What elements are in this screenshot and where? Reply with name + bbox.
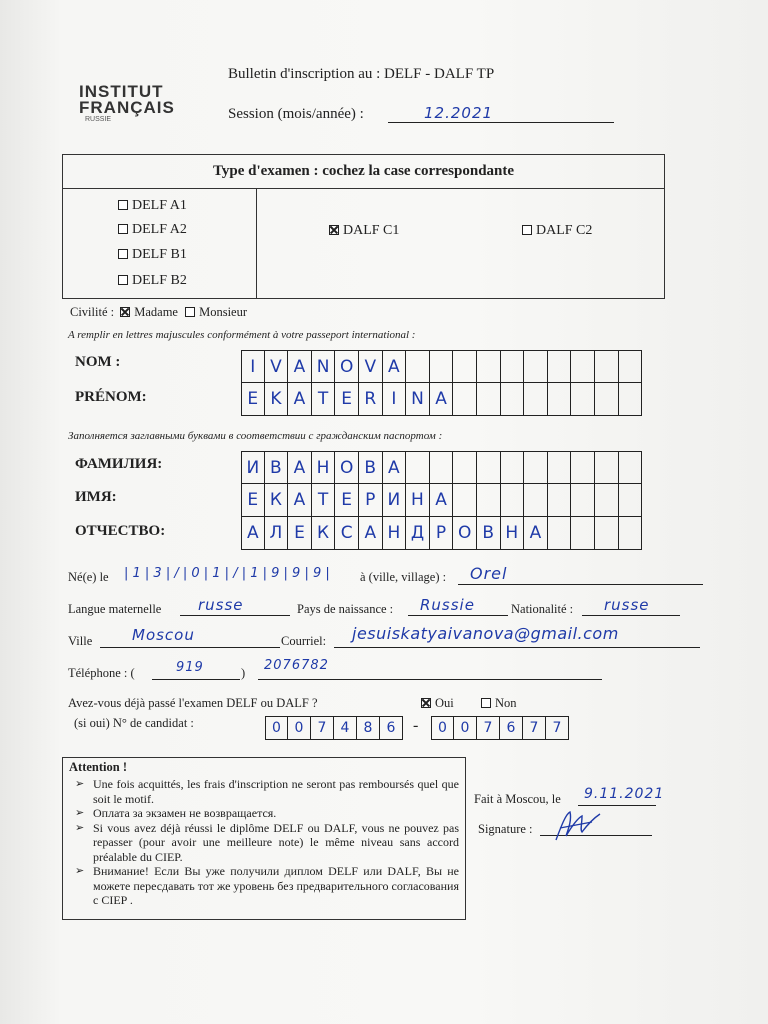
previous-exam-question: Avez-vous déjà passé l'examen DELF ou DALF ? — [68, 696, 318, 710]
fait-value[interactable]: 9.11.2021 — [584, 786, 665, 802]
familiya-label: ФАМИЛИЯ: — [75, 456, 163, 472]
birth-place-line — [458, 584, 703, 585]
session-line — [388, 122, 614, 123]
attention-box — [62, 757, 466, 920]
prenom-label: PRÉNOM: — [75, 389, 147, 405]
tel-number-line — [258, 679, 602, 680]
letter-cell[interactable] — [524, 383, 548, 416]
checkbox-non[interactable] — [481, 698, 491, 708]
langue-line — [180, 615, 290, 616]
letter-cell[interactable] — [501, 383, 525, 416]
letter-cell[interactable] — [619, 484, 643, 517]
letter-cell[interactable]: 7 — [523, 716, 546, 740]
exam-type-box — [62, 154, 665, 299]
option-delf-a1[interactable] — [118, 198, 187, 214]
pays-line — [408, 615, 508, 616]
letter-cell[interactable]: Л — [265, 517, 289, 550]
letter-cell[interactable]: T — [312, 383, 336, 416]
oui-label: Oui — [435, 696, 454, 710]
exam-type-heading: Type d'examen : cochez la case correspondante — [63, 155, 664, 189]
fait-label: Fait à Moscou, le — [474, 792, 561, 806]
oui-option[interactable] — [421, 696, 454, 711]
letter-cell[interactable]: I — [241, 350, 265, 383]
letter-cell[interactable] — [571, 451, 595, 484]
letter-cell[interactable] — [453, 383, 477, 416]
nationalite-line — [582, 615, 680, 616]
nom-label: NOM : — [75, 354, 121, 370]
tel-number-value[interactable]: 2076782 — [264, 658, 329, 673]
letter-cell[interactable]: 7 — [311, 716, 334, 740]
letter-cell[interactable]: 8 — [357, 716, 380, 740]
latin-instruction: A remplir en lettres majuscules conformément à votre passeport international : — [68, 329, 416, 341]
attention-list — [67, 777, 459, 908]
otchestvo-grid[interactable] — [241, 517, 642, 550]
letter-cell[interactable] — [548, 484, 572, 517]
attention-title: Attention ! — [69, 760, 127, 774]
option-delf-b2[interactable] — [118, 273, 187, 289]
logo-line-3: RUSSIE — [85, 116, 112, 123]
letter-cell[interactable] — [524, 484, 548, 517]
letter-cell[interactable]: E — [335, 383, 359, 416]
option-dalf-c2[interactable] — [522, 223, 592, 239]
letter-cell[interactable]: Е — [241, 484, 265, 517]
letter-cell[interactable]: 4 — [334, 716, 357, 740]
letter-cell[interactable] — [619, 350, 643, 383]
checkbox-oui-checked[interactable] — [421, 698, 431, 708]
letter-cell[interactable] — [453, 484, 477, 517]
letter-cell[interactable] — [477, 383, 501, 416]
birth-date[interactable]: | 1 | 3 | / | 0 | 1 | / | 1 | 9 | 9 | 9 | — [124, 566, 330, 581]
langue-label: Langue maternelle — [68, 602, 162, 616]
letter-cell[interactable]: А — [288, 484, 312, 517]
letter-cell[interactable] — [571, 350, 595, 383]
letter-cell[interactable]: N — [406, 383, 430, 416]
attention-item: ➢ Si vous avez déjà réussi le diplôme DELF ou DALF, vous ne pouvez pas repasser (pour avoir une meilleure note) le même niveau sans accord préalable du CIEP. — [67, 821, 459, 865]
letter-cell[interactable] — [619, 383, 643, 416]
letter-cell[interactable]: А — [524, 517, 548, 550]
letter-cell[interactable]: A — [288, 383, 312, 416]
letter-cell[interactable]: 7 — [477, 716, 500, 740]
candidate-number-part1[interactable] — [265, 716, 403, 740]
telephone-label: Téléphone : ( — [68, 666, 135, 680]
letter-cell[interactable] — [619, 517, 643, 550]
letter-cell[interactable]: Н — [501, 517, 525, 550]
checkbox-delf-b2[interactable] — [118, 275, 128, 285]
letter-cell[interactable]: С — [335, 517, 359, 550]
letter-cell[interactable]: В — [477, 517, 501, 550]
imya-label: ИМЯ: — [75, 489, 117, 505]
courriel-label: Courriel: — [281, 634, 327, 648]
letter-cell[interactable] — [477, 350, 501, 383]
letter-cell[interactable]: R — [359, 383, 383, 416]
letter-cell[interactable]: Т — [312, 484, 336, 517]
option-label: DELF B2 — [132, 273, 187, 288]
pays-label: Pays de naissance : — [297, 602, 394, 616]
imya-grid[interactable] — [241, 484, 642, 517]
letter-cell[interactable]: Е — [288, 517, 312, 550]
letter-cell[interactable]: O — [335, 350, 359, 383]
nom-grid[interactable] — [241, 350, 642, 383]
letter-cell[interactable]: 0 — [265, 716, 288, 740]
letter-cell[interactable]: И — [383, 484, 407, 517]
checkbox-delf-a2[interactable] — [118, 224, 128, 234]
letter-cell[interactable]: A — [430, 383, 454, 416]
letter-cell[interactable]: A — [383, 350, 407, 383]
nationalite-value[interactable]: russe — [604, 596, 650, 614]
civilite-row — [70, 305, 247, 320]
letter-cell[interactable] — [477, 451, 501, 484]
attention-item: ➢ Оплата за экзамен не возвращается. — [67, 806, 459, 821]
non-option[interactable] — [481, 696, 517, 711]
courriel-value[interactable]: jesuiskatyaivanova@gmail.com — [352, 624, 619, 643]
checkbox-dalf-c2[interactable] — [522, 225, 532, 235]
letter-cell[interactable]: 0 — [454, 716, 477, 740]
letter-cell[interactable]: 0 — [431, 716, 454, 740]
logo-line-2: FRANÇAIS — [79, 98, 175, 117]
letter-cell[interactable]: В — [265, 451, 289, 484]
letter-cell[interactable] — [548, 451, 572, 484]
letter-cell[interactable] — [571, 484, 595, 517]
letter-cell[interactable]: А — [430, 484, 454, 517]
session-label: Session (mois/année) : — [228, 106, 364, 122]
birth-place-label: à (ville, village) : — [360, 570, 447, 584]
letter-cell[interactable] — [430, 451, 454, 484]
logo-line-1: INSTITUT — [79, 82, 164, 101]
madame-label: Madame — [134, 305, 178, 319]
ville-value[interactable]: Moscou — [132, 626, 195, 644]
letter-cell[interactable]: V — [359, 350, 383, 383]
letter-cell[interactable] — [571, 383, 595, 416]
letter-cell[interactable]: E — [241, 383, 265, 416]
checkbox-monsieur[interactable] — [185, 307, 195, 317]
tel-code-line — [152, 679, 240, 680]
ville-line — [100, 647, 280, 648]
letter-cell[interactable]: В — [359, 451, 383, 484]
civilite-label: Civilité : — [70, 305, 115, 319]
checkbox-delf-a1[interactable] — [118, 200, 128, 210]
letter-cell[interactable]: 6 — [380, 716, 403, 740]
option-label: DALF C1 — [343, 223, 400, 238]
letter-cell[interactable]: А — [288, 451, 312, 484]
letter-cell[interactable]: Н — [383, 517, 407, 550]
letter-cell[interactable]: V — [265, 350, 289, 383]
letter-cell[interactable]: К — [312, 517, 336, 550]
birth-place-value[interactable]: Orel — [470, 564, 508, 583]
letter-cell[interactable]: Р — [430, 517, 454, 550]
letter-cell[interactable] — [548, 350, 572, 383]
langue-value[interactable]: russe — [198, 596, 244, 614]
session-value[interactable]: 12.2021 — [424, 104, 494, 122]
attention-item: ➢ Внимание! Если Вы уже получили диплом DELF или DALF, Вы не можете пересдавать тот же уровень без предварительного согласования с CIEP . — [67, 864, 459, 908]
candidate-number-label: (si oui) N° de candidat : — [74, 716, 194, 730]
ville-label: Ville — [68, 634, 93, 648]
checkbox-dalf-c1-checked[interactable] — [329, 225, 339, 235]
letter-cell[interactable]: А — [383, 451, 407, 484]
candidate-number-part2[interactable] — [431, 716, 569, 740]
form-title: Bulletin d'inscription au : DELF - DALF TP — [228, 66, 495, 82]
letter-cell[interactable]: А — [359, 517, 383, 550]
letter-cell[interactable] — [406, 451, 430, 484]
letter-cell[interactable] — [619, 451, 643, 484]
courriel-line — [334, 647, 700, 648]
letter-cell[interactable] — [595, 517, 619, 550]
letter-cell[interactable] — [453, 350, 477, 383]
familiya-grid[interactable] — [241, 451, 642, 484]
nationalite-label: Nationalité : — [511, 602, 574, 616]
letter-cell[interactable] — [477, 484, 501, 517]
letter-cell[interactable] — [548, 383, 572, 416]
option-dalf-c1[interactable] — [329, 223, 399, 239]
letter-cell[interactable]: 0 — [288, 716, 311, 740]
exam-divider — [256, 188, 257, 298]
letter-cell[interactable]: И — [241, 451, 265, 484]
non-label: Non — [495, 696, 517, 710]
letter-cell[interactable]: I — [383, 383, 407, 416]
letter-cell[interactable]: K — [265, 383, 289, 416]
option-label: DALF C2 — [536, 223, 593, 238]
birth-label: Né(e) le — [68, 570, 109, 584]
option-delf-b1[interactable] — [118, 247, 187, 263]
letter-cell[interactable]: Е — [335, 484, 359, 517]
letter-cell[interactable] — [501, 350, 525, 383]
letter-cell[interactable] — [453, 451, 477, 484]
tel-close-paren: ) — [241, 666, 246, 680]
letter-cell[interactable] — [406, 350, 430, 383]
letter-cell[interactable]: Д — [406, 517, 430, 550]
tel-code-value[interactable]: 919 — [176, 660, 204, 675]
letter-cell[interactable] — [501, 451, 525, 484]
option-label: DELF B1 — [132, 247, 187, 262]
letter-cell[interactable]: Р — [359, 484, 383, 517]
option-delf-a2[interactable] — [118, 222, 187, 238]
candidate-dash: - — [413, 717, 419, 734]
pays-value[interactable]: Russie — [420, 596, 475, 614]
letter-cell[interactable] — [524, 350, 548, 383]
checkbox-madame-checked[interactable] — [120, 307, 130, 317]
letter-cell[interactable] — [595, 484, 619, 517]
otchestvo-label: ОТЧЕСТВО: — [75, 523, 166, 539]
letter-cell[interactable] — [595, 350, 619, 383]
letter-cell[interactable]: 6 — [500, 716, 523, 740]
letter-cell[interactable]: N — [312, 350, 336, 383]
option-label: DELF A2 — [132, 222, 187, 237]
institut-francais-logo — [79, 84, 175, 123]
letter-cell[interactable]: 7 — [546, 716, 569, 740]
letter-cell[interactable]: К — [265, 484, 289, 517]
signature-label: Signature : — [478, 822, 533, 836]
letter-cell[interactable] — [571, 517, 595, 550]
prenom-grid[interactable] — [241, 383, 642, 416]
letter-cell[interactable] — [430, 350, 454, 383]
letter-cell[interactable]: A — [288, 350, 312, 383]
checkbox-delf-b1[interactable] — [118, 249, 128, 259]
letter-cell[interactable]: О — [453, 517, 477, 550]
option-label: DELF A1 — [132, 198, 187, 213]
cyrillic-instruction: Заполняется заглавными буквами в соответствии с гражданским паспортом : — [68, 430, 443, 442]
letter-cell[interactable]: Н — [406, 484, 430, 517]
letter-cell[interactable]: А — [241, 517, 265, 550]
letter-cell[interactable] — [501, 484, 525, 517]
monsieur-label: Monsieur — [199, 305, 248, 319]
letter-cell[interactable]: Н — [312, 451, 336, 484]
letter-cell[interactable] — [548, 517, 572, 550]
signature-scribble — [552, 806, 604, 844]
letter-cell[interactable]: О — [335, 451, 359, 484]
letter-cell[interactable] — [524, 451, 548, 484]
letter-cell[interactable] — [595, 451, 619, 484]
attention-item: ➢ Une fois acquittés, les frais d'inscription ne seront pas remboursés quel que soit le motif. — [67, 777, 459, 806]
letter-cell[interactable] — [595, 383, 619, 416]
